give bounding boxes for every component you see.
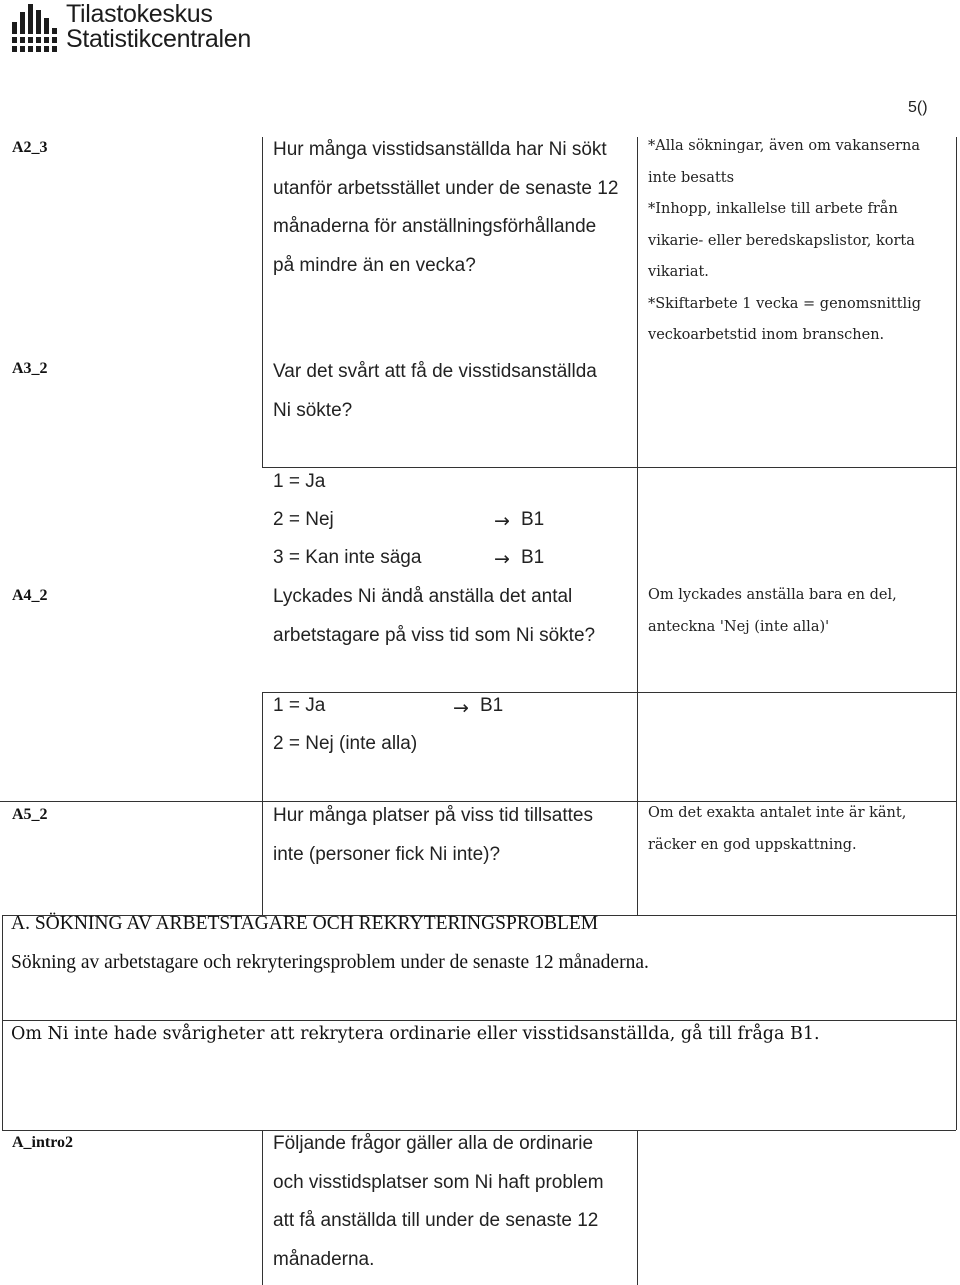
right-arrow-icon: →: [453, 697, 469, 719]
question-line: arbetstagare på viss tid som Ni sökte?: [273, 624, 596, 646]
section-left-border: [2, 915, 3, 1130]
question-line: Var det svårt att få de visstidsanställda: [273, 361, 597, 382]
question-code-a2-3: A2_3: [12, 139, 48, 156]
question-line: Följande frågor gäller alla de ordinarie: [273, 1133, 594, 1154]
tilastokeskus-logo-icon: [10, 2, 60, 56]
question-a2-3: [273, 131, 618, 285]
question-a-intro2: [273, 1125, 604, 1279]
col-divider-1-top: [262, 137, 263, 467]
question-a4-2: [273, 578, 595, 655]
question-code-a5-2: A5_2: [12, 806, 48, 823]
question-line: att få anställda till under de senaste 12: [273, 1210, 599, 1231]
question-code-a3-2: A3_2: [12, 360, 48, 377]
note-line: *Alla sökningar, även om vakanserna: [648, 138, 921, 154]
question-line: månaderna för anställningsförhållande: [273, 216, 597, 237]
question-line: Hur många visstidsanställda har Ni sökt: [273, 139, 607, 160]
question-line: Ni sökte?: [273, 399, 353, 421]
answer-options-a3-2: [273, 463, 421, 577]
question-code-a4-2: A4_2: [12, 587, 48, 604]
col-divider-1-mid: [262, 692, 263, 915]
question-line: Hur många platser på viss tid tillsattes: [273, 805, 593, 826]
answer-option-ja[interactable]: 1 = Ja: [273, 471, 326, 492]
logo-text: [66, 2, 251, 52]
answer-option-ja[interactable]: 1 = Ja: [273, 695, 326, 716]
note-a5-2: [648, 798, 906, 861]
note-line: vikariat.: [648, 264, 709, 280]
note-line: vikarie- eller beredskapslistor, korta: [648, 232, 915, 249]
col-divider-3-top: [956, 137, 957, 915]
note-line: Om lyckades anställa bara en del,: [648, 587, 897, 603]
note-line: inte besatts: [648, 169, 735, 186]
section-right-border: [956, 915, 957, 1130]
answer-option-nej-inte-alla[interactable]: 2 = Nej (inte alla): [273, 733, 418, 754]
question-line: inte (personer fick Ni inte)?: [273, 843, 501, 865]
note-line: räcker en god uppskattning.: [648, 836, 857, 853]
col-divider-2-top: [637, 137, 638, 915]
logo-line2: Statistikcentralen: [66, 25, 251, 53]
note-a2-3: [648, 131, 921, 352]
question-line: och visstidsplatser som Ni haft problem: [273, 1171, 604, 1193]
intro-col-divider-2: [637, 1130, 638, 1285]
note-a4-2: [648, 580, 897, 643]
skip-target: B1: [480, 695, 504, 716]
organization-logo: [10, 2, 270, 58]
note-line: *Inhopp, inkallelse till arbete från: [648, 201, 898, 217]
logo-line1: Tilastokeskus: [66, 0, 213, 28]
intro-col-divider-1: [262, 1130, 263, 1285]
note-line: *Skiftarbete 1 vecka = genomsnittlig: [648, 295, 922, 312]
question-a5-2: [273, 797, 593, 874]
page-number: 5(): [908, 99, 928, 116]
note-line: Om det exakta antalet inte är känt,: [648, 805, 907, 821]
skip-target: B1: [521, 547, 545, 568]
question-line: på mindre än en vecka?: [273, 254, 476, 276]
section-divider: [2, 1020, 956, 1021]
section-title: A. SÖKNING AV ARBETSTAGARE OCH REKRYTERINGSPROBLEM: [11, 913, 599, 934]
right-arrow-icon: →: [494, 548, 510, 570]
section-subtitle: Sökning av arbetstagare och rekryteringsproblem under de senaste 12 månaderna.: [11, 952, 649, 973]
section-instruction: Om Ni inte hade svårigheter att rekrytera ordinarie eller visstidsanställda, gå till fråga B1.: [11, 1024, 820, 1044]
note-line: anteckna 'Nej (inte alla)': [648, 618, 830, 635]
answer-option-kan-inte-saga[interactable]: 3 = Kan inte säga: [273, 547, 422, 568]
question-line: månaderna.: [273, 1248, 375, 1270]
answer-options-a4-2: [273, 687, 417, 763]
skip-target: B1: [521, 509, 545, 530]
answer-option-nej[interactable]: 2 = Nej: [273, 509, 334, 530]
question-code-a-intro2: A_intro2: [12, 1134, 74, 1151]
question-line: utanför arbetsstället under de senaste 12: [273, 177, 619, 199]
right-arrow-icon: →: [494, 510, 510, 532]
question-line: Lyckades Ni ändå anställa det antal: [273, 586, 573, 607]
note-line: veckoarbetstid inom branschen.: [648, 327, 885, 343]
question-a3-2: [273, 353, 597, 430]
